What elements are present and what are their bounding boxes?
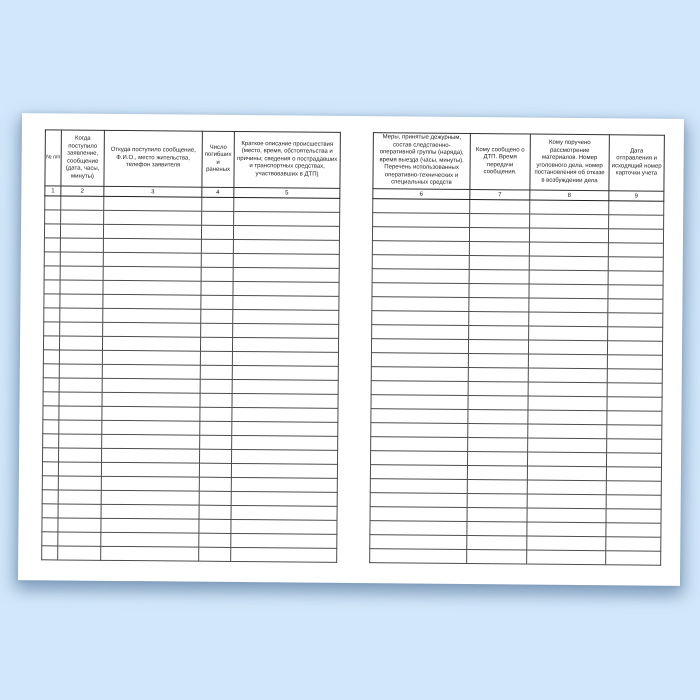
empty-cell — [44, 266, 60, 280]
empty-cell — [43, 392, 59, 406]
empty-cell — [529, 326, 608, 341]
empty-cell — [373, 199, 470, 214]
empty-cell — [101, 476, 199, 491]
empty-cell — [467, 508, 527, 523]
empty-cell — [232, 337, 338, 352]
empty-cell — [201, 323, 233, 337]
empty-cell — [468, 410, 528, 425]
empty-cell — [233, 239, 339, 254]
column-number: 3 — [104, 186, 202, 197]
empty-cell — [59, 392, 102, 406]
empty-cell — [102, 378, 200, 393]
empty-cell — [372, 269, 469, 284]
empty-cell — [104, 210, 202, 225]
empty-cell — [101, 546, 199, 561]
empty-cell — [201, 309, 233, 323]
empty-cell — [43, 434, 59, 448]
empty-cell — [371, 437, 468, 452]
empty-cell — [199, 477, 231, 491]
empty-cell — [468, 354, 528, 369]
column-header: Когда поступило заявление, сообщение (дата, часы, минуты) — [61, 130, 104, 186]
empty-cell — [60, 238, 103, 252]
empty-cell — [231, 533, 337, 548]
empty-cell — [529, 270, 608, 285]
empty-cell — [467, 452, 527, 467]
empty-cell — [102, 448, 200, 463]
empty-cell — [607, 355, 662, 369]
empty-cell — [101, 504, 199, 519]
empty-cell — [372, 311, 469, 326]
empty-cell — [527, 550, 606, 565]
empty-cell — [42, 546, 58, 560]
column-header: Меры, принятые дежурным, состав следственно-оперативной группы (наряда), время выезда (часы, минуты). Перечень использованных оперативно-технических и специальных средств — [373, 133, 470, 190]
empty-cell — [199, 547, 231, 561]
empty-cell — [606, 481, 661, 495]
empty-cell — [101, 532, 199, 547]
empty-cell — [370, 521, 467, 536]
empty-cell — [606, 495, 661, 509]
empty-cell — [608, 257, 663, 271]
empty-cell — [608, 229, 663, 243]
empty-cell — [232, 449, 338, 464]
empty-cell — [61, 196, 104, 210]
empty-cell — [103, 322, 201, 337]
empty-cell — [58, 546, 101, 560]
column-number: 2 — [61, 186, 104, 196]
empty-cell — [607, 425, 662, 439]
empty-cell — [527, 536, 606, 551]
empty-cell — [43, 406, 59, 420]
empty-cell — [102, 364, 200, 379]
empty-cell — [609, 215, 664, 229]
empty-cell — [232, 351, 338, 366]
empty-cell — [370, 451, 467, 466]
empty-cell — [60, 308, 103, 322]
empty-cell — [201, 295, 233, 309]
empty-cell — [233, 267, 339, 282]
column-header: № п/п — [45, 130, 61, 186]
empty-cell — [101, 490, 199, 505]
empty-cell — [233, 281, 339, 296]
empty-cell — [231, 547, 337, 562]
empty-cell — [44, 322, 60, 336]
empty-cell — [59, 434, 102, 448]
column-header: Кому сообщено о ДТП. Время передачи сообщения. — [470, 134, 530, 191]
empty-cell — [200, 435, 232, 449]
empty-cell — [201, 253, 233, 267]
empty-cell — [103, 294, 201, 309]
empty-cell — [469, 326, 529, 341]
empty-cell — [200, 365, 232, 379]
empty-cell — [231, 491, 337, 506]
empty-cell — [45, 196, 61, 210]
empty-cell — [467, 536, 527, 551]
empty-cell — [58, 476, 101, 490]
column-header: Дата отправления и исходящий номер карточки учета — [609, 135, 664, 191]
empty-cell — [527, 452, 606, 467]
empty-cell — [103, 266, 201, 281]
empty-cell — [467, 466, 527, 481]
empty-cell — [200, 379, 232, 393]
empty-cell — [468, 368, 528, 383]
empty-cell — [467, 494, 527, 509]
empty-cell — [200, 449, 232, 463]
empty-cell — [530, 200, 609, 215]
empty-cell — [60, 280, 103, 294]
empty-cell — [232, 435, 338, 450]
empty-cell — [60, 224, 103, 238]
empty-cell — [371, 353, 468, 368]
empty-cell — [199, 519, 231, 533]
empty-cell — [608, 327, 663, 341]
empty-cell — [529, 242, 608, 257]
empty-cell — [370, 535, 467, 550]
empty-cell — [58, 462, 101, 476]
empty-cell — [103, 238, 201, 253]
empty-cell — [469, 270, 529, 285]
empty-cell — [527, 480, 606, 495]
empty-cell — [43, 350, 59, 364]
empty-cell — [372, 283, 469, 298]
empty-cell — [199, 505, 231, 519]
empty-cell — [43, 336, 59, 350]
empty-cell — [468, 438, 528, 453]
empty-cell — [103, 308, 201, 323]
empty-cell — [202, 197, 234, 211]
empty-cell — [42, 504, 58, 518]
empty-cell — [608, 313, 663, 327]
column-number: 4 — [202, 187, 234, 197]
column-number: 1 — [45, 186, 61, 196]
empty-cell — [58, 504, 101, 518]
empty-cell — [528, 438, 607, 453]
empty-cell — [469, 242, 529, 257]
empty-cell — [233, 323, 339, 338]
empty-cell — [231, 519, 337, 534]
empty-cell — [201, 281, 233, 295]
empty-cell — [370, 493, 467, 508]
empty-cell — [102, 350, 200, 365]
empty-cell — [59, 448, 102, 462]
column-header: Кому поручено рассмотрение материалов. Номер уголовного дела, номер постановления об отказе в возбуждении дела — [530, 134, 609, 191]
journal-spread-sheet — [18, 113, 684, 586]
empty-cell — [102, 420, 200, 435]
empty-cell — [608, 243, 663, 257]
empty-cell — [234, 211, 340, 226]
empty-cell — [370, 465, 467, 480]
empty-cell — [470, 214, 530, 229]
empty-cell — [372, 325, 469, 340]
empty-cell — [42, 490, 58, 504]
empty-cell — [201, 225, 233, 239]
empty-cell — [101, 462, 199, 477]
empty-cell — [527, 494, 606, 509]
empty-cell — [373, 213, 470, 228]
empty-cell — [233, 295, 339, 310]
column-number: 5 — [234, 187, 340, 198]
empty-cell — [44, 252, 60, 266]
empty-cell — [201, 267, 233, 281]
empty-cell — [58, 532, 101, 546]
empty-cell — [60, 294, 103, 308]
empty-cell — [43, 448, 59, 462]
empty-cell — [102, 434, 200, 449]
empty-cell — [61, 210, 104, 224]
empty-cell — [527, 466, 606, 481]
empty-cell — [103, 280, 201, 295]
empty-cell — [59, 378, 102, 392]
empty-cell — [44, 238, 60, 252]
column-number: 6 — [373, 189, 470, 200]
empty-cell — [199, 491, 231, 505]
empty-cell — [609, 201, 664, 215]
empty-cell — [606, 453, 661, 467]
empty-cell — [527, 508, 606, 523]
empty-cell — [370, 479, 467, 494]
right-page-table — [369, 132, 665, 566]
empty-cell — [200, 421, 232, 435]
empty-cell — [231, 505, 337, 520]
empty-cell — [42, 532, 58, 546]
empty-cell — [233, 309, 339, 324]
empty-cell — [58, 490, 101, 504]
column-header: Откуда поступило сообщение, Ф.И.О., место жительства, телефон заявителя — [104, 130, 202, 187]
column-header: Число погибших и раненых — [202, 131, 234, 187]
empty-cell — [60, 252, 103, 266]
empty-cell — [372, 241, 469, 256]
empty-cell — [201, 239, 233, 253]
empty-cell — [371, 423, 468, 438]
empty-cell — [59, 364, 102, 378]
empty-cell — [528, 368, 607, 383]
empty-cell — [608, 299, 663, 313]
empty-cell — [200, 393, 232, 407]
empty-cell — [44, 224, 60, 238]
empty-cell — [529, 256, 608, 271]
header-row — [45, 130, 340, 189]
empty-cell — [371, 367, 468, 382]
empty-cell — [371, 395, 468, 410]
empty-cell — [529, 228, 608, 243]
header-row — [373, 133, 664, 192]
empty-cell — [101, 518, 199, 533]
empty-cell — [200, 337, 232, 351]
empty-cell — [59, 420, 102, 434]
empty-journal-row — [370, 549, 661, 566]
left-page-table — [41, 129, 341, 563]
empty-cell — [59, 336, 102, 350]
empty-cell — [59, 406, 102, 420]
empty-cell — [608, 285, 663, 299]
empty-cell — [529, 298, 608, 313]
empty-cell — [42, 518, 58, 532]
empty-cell — [43, 420, 59, 434]
empty-cell — [104, 196, 202, 211]
empty-cell — [469, 284, 529, 299]
empty-cell — [233, 225, 339, 240]
empty-cell — [469, 312, 529, 327]
empty-cell — [60, 322, 103, 336]
empty-cell — [529, 312, 608, 327]
empty-cell — [528, 410, 607, 425]
empty-cell — [42, 462, 58, 476]
empty-cell — [469, 228, 529, 243]
empty-cell — [102, 336, 200, 351]
empty-cell — [370, 549, 467, 564]
empty-cell — [44, 294, 60, 308]
empty-cell — [234, 197, 340, 212]
column-number: 8 — [530, 190, 609, 201]
empty-cell — [231, 463, 337, 478]
empty-cell — [372, 297, 469, 312]
empty-cell — [102, 406, 200, 421]
empty-cell — [606, 509, 661, 523]
empty-cell — [372, 227, 469, 242]
empty-cell — [370, 507, 467, 522]
empty-cell — [607, 383, 662, 397]
empty-cell — [43, 378, 59, 392]
column-number: 9 — [609, 191, 664, 201]
empty-cell — [200, 407, 232, 421]
empty-cell — [606, 551, 661, 565]
empty-cell — [528, 424, 607, 439]
empty-cell — [58, 518, 101, 532]
empty-cell — [372, 255, 469, 270]
empty-cell — [607, 341, 662, 355]
empty-cell — [44, 280, 60, 294]
empty-cell — [528, 396, 607, 411]
empty-cell — [470, 200, 530, 215]
empty-cell — [232, 393, 338, 408]
empty-cell — [528, 354, 607, 369]
empty-cell — [607, 411, 662, 425]
empty-cell — [607, 397, 662, 411]
empty-cell — [232, 407, 338, 422]
empty-cell — [233, 253, 339, 268]
empty-cell — [467, 522, 527, 537]
empty-cell — [469, 256, 529, 271]
empty-cell — [467, 550, 527, 565]
empty-cell — [231, 477, 337, 492]
empty-cell — [200, 351, 232, 365]
empty-cell — [102, 392, 200, 407]
empty-cell — [468, 424, 528, 439]
empty-cell — [202, 211, 234, 225]
empty-cell — [606, 523, 661, 537]
column-header: Краткое описание происшествия (место, время, обстоятельства и причины; сведения о пострадавших и транспортных средствах, участвовавших в ДТП) — [234, 131, 340, 188]
empty-cell — [528, 340, 607, 355]
empty-cell — [103, 224, 201, 239]
empty-cell — [607, 369, 662, 383]
empty-cell — [232, 365, 338, 380]
empty-cell — [530, 214, 609, 229]
empty-cell — [528, 382, 607, 397]
empty-cell — [199, 463, 231, 477]
empty-cell — [232, 379, 338, 394]
empty-cell — [44, 308, 60, 322]
empty-cell — [469, 298, 529, 313]
empty-cell — [199, 533, 231, 547]
empty-cell — [529, 284, 608, 299]
empty-cell — [468, 340, 528, 355]
empty-cell — [232, 421, 338, 436]
column-number: 7 — [470, 190, 530, 201]
empty-cell — [59, 350, 102, 364]
empty-cell — [607, 439, 662, 453]
empty-cell — [42, 476, 58, 490]
empty-cell — [468, 382, 528, 397]
empty-cell — [606, 467, 661, 481]
empty-cell — [527, 522, 606, 537]
empty-cell — [60, 266, 103, 280]
empty-cell — [467, 480, 527, 495]
empty-cell — [371, 339, 468, 354]
empty-cell — [43, 364, 59, 378]
empty-cell — [606, 537, 661, 551]
empty-journal-row — [42, 546, 337, 563]
empty-cell — [371, 409, 468, 424]
empty-cell — [608, 271, 663, 285]
empty-cell — [371, 381, 468, 396]
empty-cell — [45, 210, 61, 224]
empty-cell — [103, 252, 201, 267]
empty-cell — [468, 396, 528, 411]
